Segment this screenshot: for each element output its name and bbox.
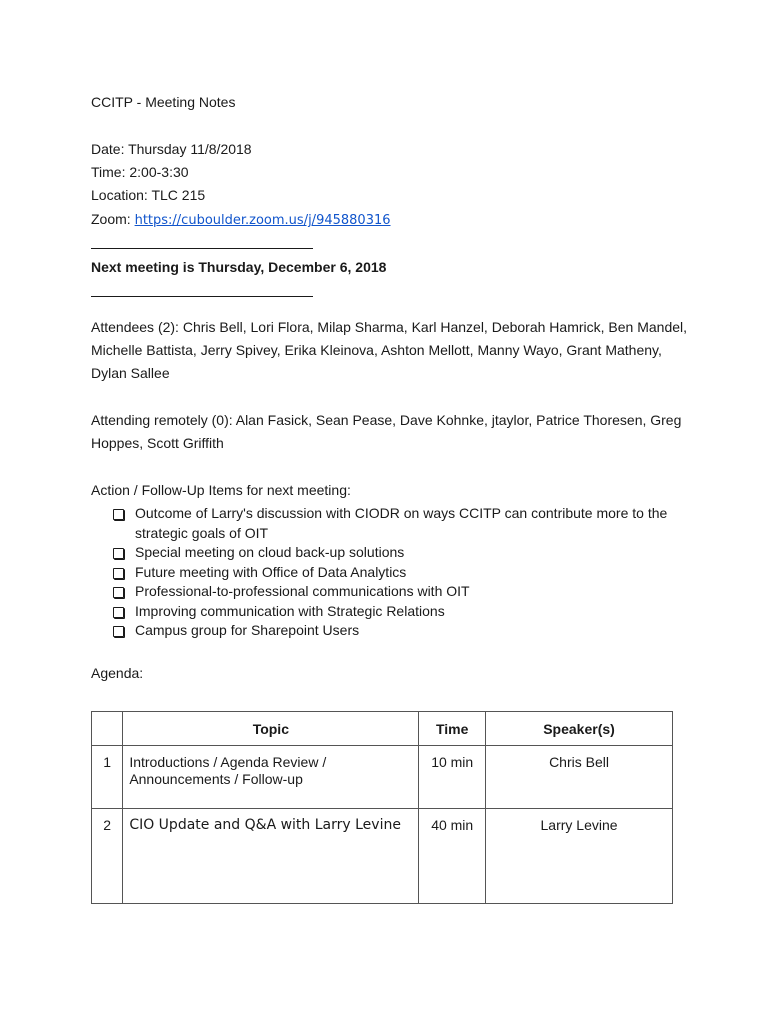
- document-title: CCITP - Meeting Notes: [91, 94, 236, 110]
- divider-top: [91, 248, 313, 249]
- zoom-line: [91, 209, 391, 231]
- action-item: Improving communication with Strategic Relations: [113, 602, 683, 622]
- action-item: Future meeting with Office of Data Analytics: [113, 563, 683, 583]
- header-time: Time: [419, 712, 486, 746]
- action-items-list: [113, 504, 683, 641]
- action-item: Special meeting on cloud back-up solutions: [113, 543, 683, 563]
- row-time: 40 min: [419, 809, 486, 904]
- action-item: Professional-to-professional communications with OIT: [113, 582, 683, 602]
- divider-bottom: [91, 296, 313, 297]
- agenda-heading: Agenda:: [91, 665, 144, 681]
- checkbox-icon[interactable]: [113, 568, 124, 579]
- meeting-date: Date: Thursday 11/8/2018: [91, 141, 252, 157]
- action-items-heading: Action / Follow-Up Items for next meeting:: [91, 482, 351, 498]
- agenda-table: [91, 711, 673, 904]
- action-item: Outcome of Larry's discussion with CIODR on ways CCITP can contribute more to the strategic goals of OIT: [113, 504, 683, 543]
- agenda-header-row: [92, 712, 673, 746]
- meeting-time: Time: 2:00-3:30: [91, 164, 189, 180]
- checkbox-icon[interactable]: [113, 626, 124, 637]
- action-item: Campus group for Sharepoint Users: [113, 621, 683, 641]
- header-speaker: Speaker(s): [486, 712, 673, 746]
- row-number: 1: [92, 746, 123, 809]
- zoom-label: Zoom:: [91, 211, 135, 227]
- row-speaker: Larry Levine: [486, 809, 673, 904]
- checkbox-icon[interactable]: [113, 587, 124, 598]
- row-topic: Introductions / Agenda Review / Announcements / Follow-up: [123, 746, 419, 809]
- header-number: [92, 712, 123, 746]
- zoom-link[interactable]: https://cuboulder.zoom.us/j/945880316: [134, 213, 391, 228]
- checkbox-icon[interactable]: [113, 509, 124, 520]
- next-meeting-notice: Next meeting is Thursday, December 6, 2018: [91, 259, 387, 275]
- table-row: [92, 809, 673, 904]
- table-row: [92, 746, 673, 809]
- row-topic: CIO Update and Q&A with Larry Levine: [123, 809, 419, 904]
- attendees-paragraph: Attendees (2): Chris Bell, Lori Flora, Milap Sharma, Karl Hanzel, Deborah Hamrick, Ben Mandel, Michelle Battista, Jerry Spivey, Erika Kleinova, Ashton Mellott, Manny Wayo, Grant Matheny, Dylan Sallee: [91, 319, 688, 381]
- row-time: 10 min: [419, 746, 486, 809]
- checkbox-icon[interactable]: [113, 548, 124, 559]
- remote-attendees-paragraph: Attending remotely (0): Alan Fasick, Sean Pease, Dave Kohnke, jtaylor, Patrice Thoresen, Greg Hoppes, Scott Griffith: [91, 412, 682, 451]
- checkbox-icon[interactable]: [113, 607, 124, 618]
- meeting-location: Location: TLC 215: [91, 187, 206, 203]
- row-number: 2: [92, 809, 123, 904]
- header-topic: Topic: [123, 712, 419, 746]
- row-speaker: Chris Bell: [486, 746, 673, 809]
